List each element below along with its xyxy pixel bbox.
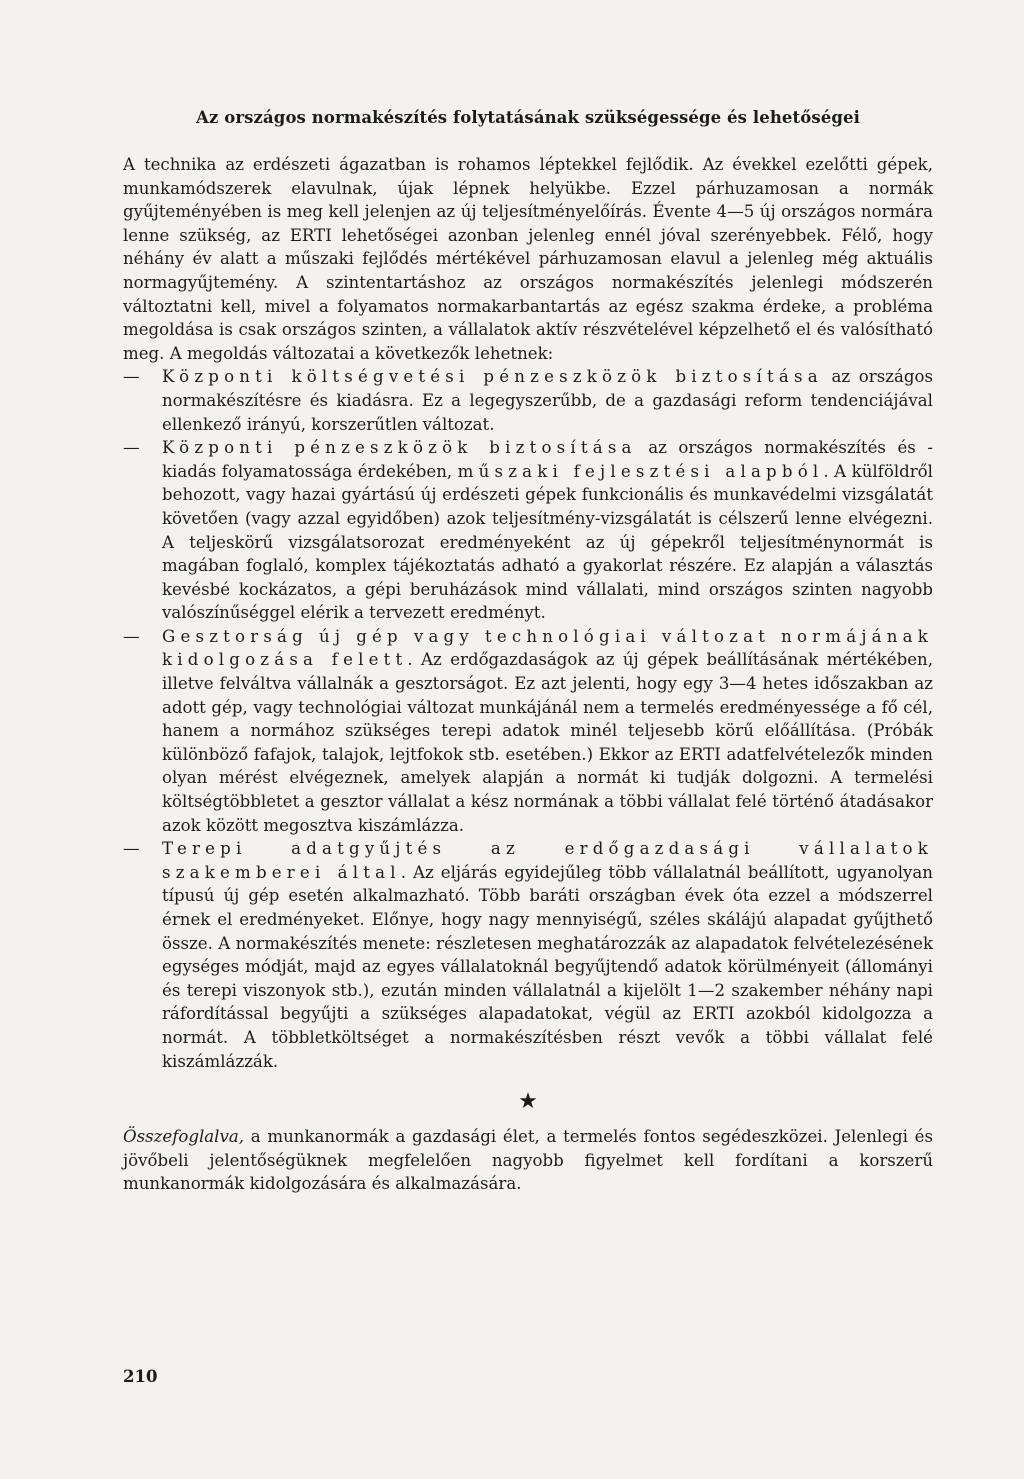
star-separator-icon: ★ bbox=[518, 1089, 538, 1115]
summary-paragraph bbox=[123, 1125, 933, 1196]
option-item-3 bbox=[123, 625, 933, 837]
option-item-2 bbox=[123, 436, 933, 625]
article-title: Az országos normakészítés folytatásának szükségessége és lehetőségei bbox=[196, 108, 860, 127]
option-text-continued: . A külföldről behozott, vagy hazai gyártású új erdészeti gépek funkcionális és munkavédelmi vizsgálatát követően (vagy azzal egyidőben) azok teljesítmény-vizsgálatát is célszerű lenne elvégezni. A teljeskörű vizsgálatsorozat eredményeként az új gépekről teljesítménynormát is magában foglaló, komplex tájékoztatás adható a gyakorlat részére. Ez alapján a választás kevésbé kockázatos, a gépi beruházások mind vállalati, mind országos szinten nagyobb valószínűséggel elérik a tervezett eredményt. bbox=[162, 461, 933, 623]
option-text: az országos normakészítés és -kiadás folyamatossága érdekében, bbox=[162, 438, 934, 481]
dash-bullet: — bbox=[123, 626, 140, 646]
option-lead: Központi pénzeszközök biztosítása bbox=[162, 438, 637, 458]
summary-lead: Összefoglalva, bbox=[123, 1127, 245, 1147]
option-lead-secondary: műszaki fejlesztési alapból bbox=[457, 461, 824, 481]
summary-text: a munkanormák a gazdasági élet, a termelés fontos segédeszközei. Jelenlegi és jövőbeli jelentőségüknek megfelelően nagyobb figyelmet kell fordítani a korszerű munkanormák kidolgozására és alkalmazására. bbox=[123, 1127, 933, 1194]
article-body bbox=[123, 108, 933, 1196]
option-item-1 bbox=[123, 365, 933, 436]
option-item-4 bbox=[123, 837, 933, 1073]
page-number: 210 bbox=[123, 1367, 158, 1386]
option-text: az országos normakészítésre és kiadásra. Ez a legegyszerűbb, de a gazdasági reform tendenciájával ellenkező irányú, korszerűtlen változat. bbox=[162, 367, 933, 434]
option-text: . Az erdőgazdaságok az új gépek beállításának mértékében, illetve felváltva vállalnák a gesztorságot. Ez azt jelenti, hogy egy 3—4 hetes időszakban az adott gép, vagy technológiai változat munkájánál nem a termelés eredményessége a fő cél, hanem a normához szükséges terepi adatok minél teljesebb körű előállítása. (Próbák különböző fafajok, talajok, lejtfokok stb. esetében.) Ekkor az ERTI adatfelvételezők minden olyan mérést elvégeznek, amelyek alapján a normát ki tudják dolgozni. A termelési költségtöbbletet a gesztor vállalat a kész normának a többi vállalat felé történő átadásakor azok között megosztva kiszámlázza. bbox=[162, 650, 933, 835]
dash-bullet: — bbox=[123, 367, 140, 387]
option-lead: Központi költségvetési pénzeszközök biztosítása bbox=[162, 367, 823, 387]
option-lead: Terepi adatgyűjtés az erdőgazdasági vállalatok szakemberei által bbox=[162, 839, 933, 882]
dash-bullet: — bbox=[123, 438, 140, 458]
option-text: . Az eljárás egyidejűleg több vállalatnál beállított, ugyanolyan típusú új gép esetén alkalmazható. Több baráti országban évek óta ezzel a módszerrel érnek el eredményeket. Előnye, hogy nagy mennyiségű, széles skálájú alapadat gyűjthető össze. A normakészítés menete: részletesen meghatározzák az alapadatok felvételezésének egységes módját, majd az egyes vállalatoknál begyűjtendő adatok körülményeit (állományi és terepi viszonyok stb.), ezután minden vállalatnál a kijelölt 1—2 szakember néhány napi ráfordítással begyűjti a szükséges alapadatokat, végül az ERTI azokból kidolgozza a normát. A többletköltséget a normakészítésben részt vevők a többi vállalat felé kiszámlázzák. bbox=[162, 862, 933, 1071]
dash-bullet: — bbox=[123, 839, 140, 859]
option-lead: Gesztorság új gép vagy technológiai változat normájának kidolgozása felett bbox=[162, 626, 933, 670]
intro-paragraph: A technika az erdészeti ágazatban is rohamos léptekkel fejlődik. Az évekkel ezelőtti gépek, munkamódszerek elavulnak, újak lépnek helyükbe. Ezzel párhuzamosan a normák gyűjteményében is meg kell jelenjen az új teljesítményelőírás. Évente 4—5 új országos normára lenne szükség, az ERTI lehetőségei azonban jelenleg ennél jóval szerényebbek. Félő, hogy néhány év alatt a műszaki fejlődés mértékével párhuzamosan elavul a jelenleg még aktuális normagyűjtemény. A szintentartáshoz az országos normakészítés jelenlegi módszerén változtatni kell, mivel a folyamatos normakarbantartás az egész szakma érdeke, a probléma megoldása is csak országos szinten, a vállalatok aktív részvételével képzelhető el és valósítható meg. A megoldás változatai a következők lehetnek: bbox=[123, 155, 933, 363]
